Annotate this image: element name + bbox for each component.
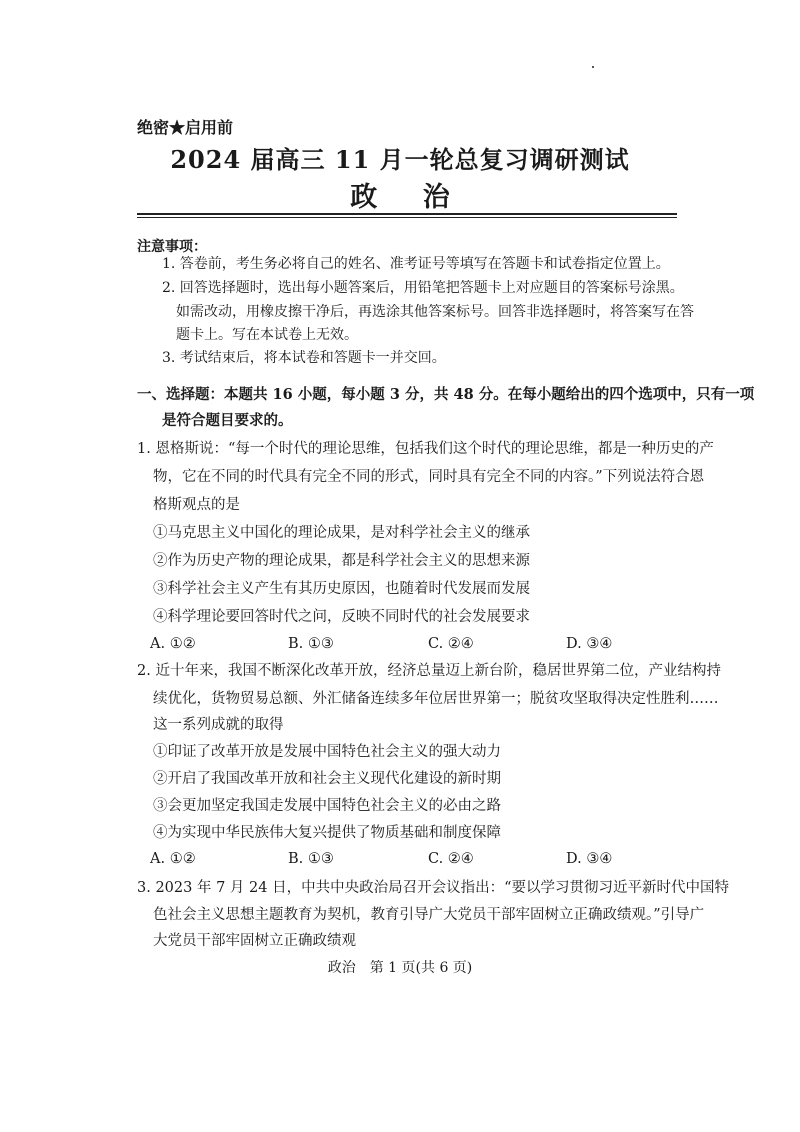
notice-line: 1. 答卷前，考生务必将自己的姓名、准考证号等填写在答题卡和试卷指定位置上。	[162, 256, 670, 272]
question-2-statement: ④为实现中华民族伟大复兴提供了物质基础和制度保障	[153, 825, 501, 841]
question-2-stem: 2. 近十年来，我国不断深化改革开放，经济总量迈上新台阶，稳居世界第二位，产业结构持	[137, 663, 721, 679]
section-heading-cont: 是符合题目要求的。	[162, 412, 293, 429]
question-1-stem: 1. 恩格斯说：“每一个时代的理论思维，包括我们这个时代的理论思维，都是一种历史的产	[137, 441, 714, 457]
question-2-choice-b: B. ①③	[288, 851, 334, 867]
question-3-stem: 3. 2023 年 7 月 24 日，中共中央政治局召开会议指出：“要以学习贯彻习近平新时代中国特	[137, 880, 729, 896]
page-footer: 政治 第 1 页(共 6 页)	[327, 960, 473, 976]
question-1-statement: ②作为历史产物的理论成果，都是科学社会主义的思想来源	[153, 553, 530, 569]
confidential-label: 绝密★启用前	[137, 118, 234, 137]
notice-line: 题卡上。写在本试卷上无效。	[176, 327, 358, 343]
header-rule-thick	[137, 213, 677, 215]
notice-line: 2. 回答选择题时，选出每小题答案后，用铅笔把答题卡上对应题目的答案标号涂黑。	[162, 280, 684, 296]
notice-line: 如需改动，用橡皮擦干净后，再选涂其他答案标号。回答非选择题时，将答案写在答	[176, 304, 694, 320]
exam-title: 2024 届高三 11 月一轮总复习调研测试	[170, 145, 630, 174]
question-2-statement: ②开启了我国改革开放和社会主义现代化建设的新时期	[153, 771, 501, 787]
question-1-choice-c: C. ②④	[428, 636, 474, 652]
question-2-choice-d: D. ③④	[566, 851, 613, 867]
question-1-choice-a: A. ①②	[150, 636, 196, 652]
scan-speck	[592, 66, 594, 68]
question-1-stem: 物，它在不同的时代具有完全不同的形式，同时具有完全不同的内容。”下列说法符合恩	[153, 469, 705, 485]
question-2-stem: 这一系列成就的取得	[153, 717, 284, 733]
question-1-statement: ④科学理论要回答时代之问，反映不同时代的社会发展要求	[153, 609, 530, 625]
question-1-statement: ③科学社会主义产生有其历史原因，也随着时代发展而发展	[153, 581, 530, 597]
question-2-stem: 续优化，货物贸易总额、外汇储备连续多年位居世界第一；脱贫攻坚取得决定性胜利……	[153, 691, 719, 707]
question-2-choice-a: A. ①②	[150, 851, 196, 867]
question-1-statement: ①马克思主义中国化的理论成果，是对科学社会主义的继承	[153, 525, 530, 541]
question-1-choice-d: D. ③④	[566, 636, 613, 652]
header-rule-thin	[137, 217, 677, 218]
question-1-choice-b: B. ①③	[288, 636, 334, 652]
question-3-stem: 色社会主义思想主题教育为契机，教育引导广大党员干部牢固树立正确政绩观。”引导广	[153, 907, 705, 923]
question-3-stem: 大党员干部牢固树立正确政绩观	[153, 933, 356, 949]
notice-line: 3. 考试结束后，将本试卷和答题卡一并交回。	[162, 350, 446, 366]
section-heading: 一、选择题：本题共 16 小题，每小题 3 分，共 48 分。在每小题给出的四个选项中，只有一项	[137, 386, 755, 403]
question-2-statement: ③会更加坚定我国走发展中国特色社会主义的必由之路	[153, 798, 501, 814]
question-1-stem: 格斯观点的是	[153, 497, 240, 513]
subject-title: 政 治	[350, 182, 468, 213]
question-2-statement: ①印证了改革开放是发展中国特色社会主义的强大动力	[153, 744, 501, 760]
notice-title: 注意事项：	[137, 239, 207, 255]
question-2-choice-c: C. ②④	[428, 851, 474, 867]
